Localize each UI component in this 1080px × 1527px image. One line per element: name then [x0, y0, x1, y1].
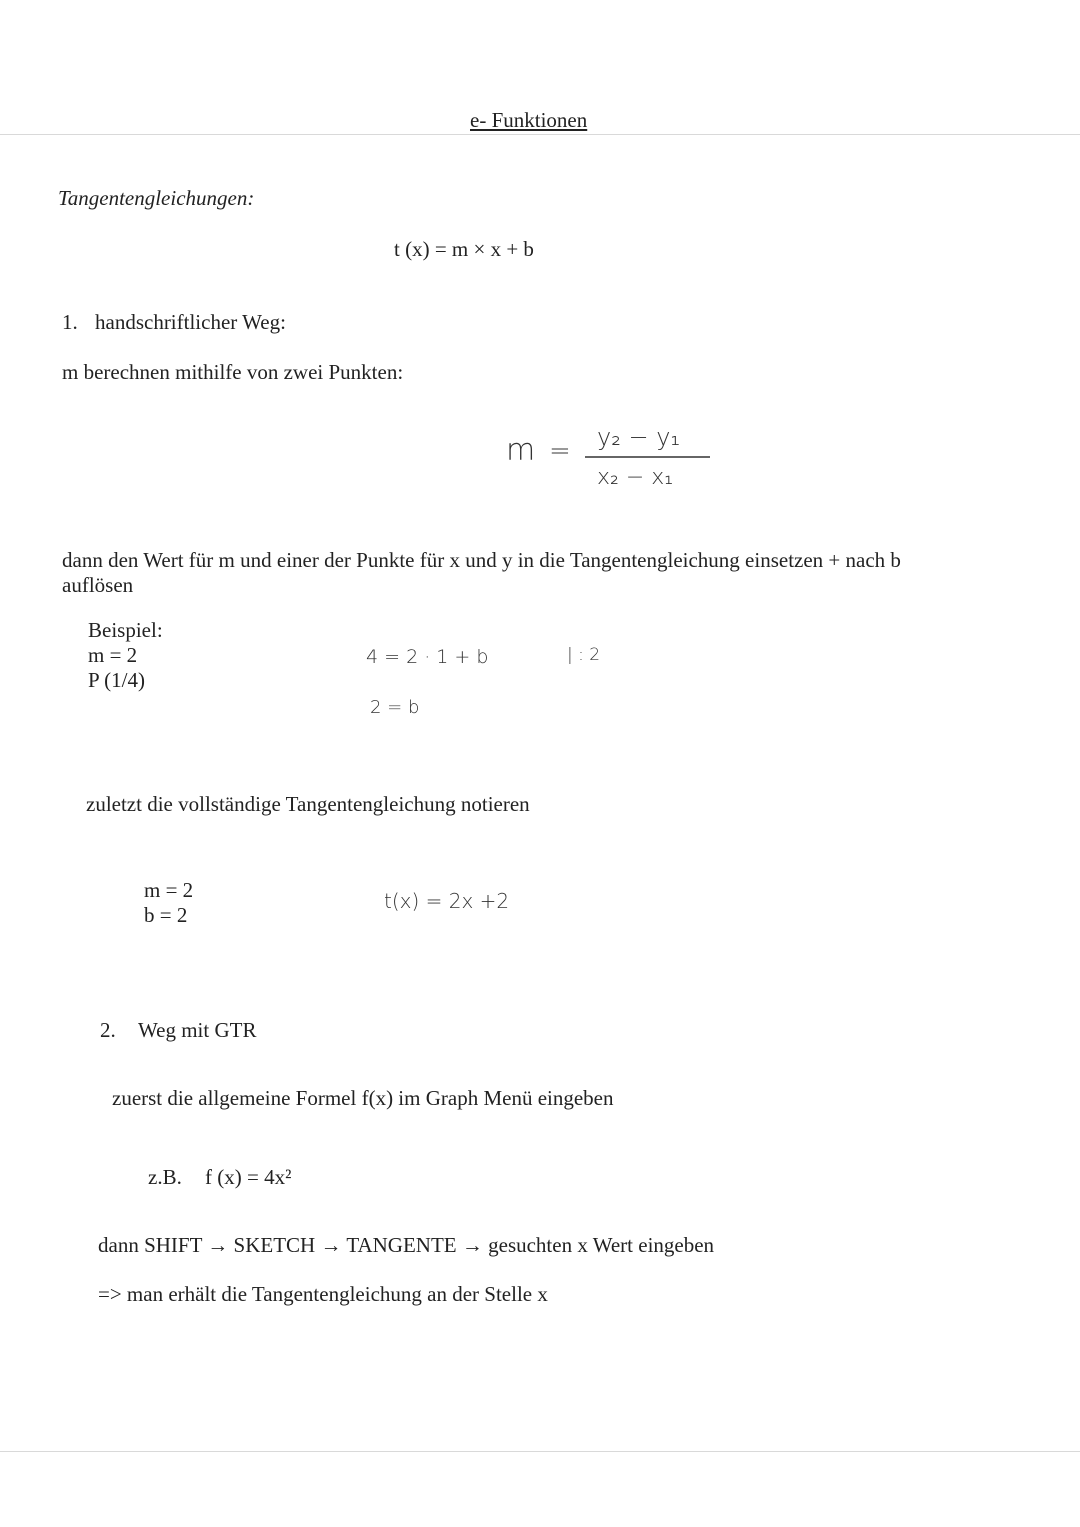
slope-lhs: m [506, 433, 536, 468]
method2-example-formula: f (x) = 4x² [205, 1165, 292, 1189]
method1-step1: m berechnen mithilfe von zwei Punkten: [62, 360, 404, 384]
example-point: P (1/4) [88, 668, 145, 692]
method2-title: Weg mit GTR [138, 1018, 257, 1042]
example-calc-line1: 4 = 2 · 1 + b [366, 646, 489, 668]
method2-step3: => man erhält die Tangentengleichung an der Stelle x [98, 1282, 548, 1306]
method2-step2: dann SHIFT → SKETCH → TANGENTE → gesuchten x Wert eingeben [98, 1233, 715, 1257]
slope-numerator: y₂ − y₁ [597, 423, 681, 451]
result-b: b = 2 [144, 903, 188, 927]
result-equation: t(x) = 2x +2 [384, 889, 510, 913]
method1-step3: zuletzt die vollständige Tangentengleichung notieren [86, 792, 530, 816]
slope-denominator: x₂ − x₁ [597, 465, 674, 490]
method2-step1: zuerst die allgemeine Formel f(x) im Graph Menü eingeben [112, 1086, 614, 1110]
general-formula: t (x) = m × x + b [394, 237, 534, 261]
footer-divider [0, 1451, 1080, 1452]
method1-step2: dann den Wert für m und einer der Punkte für x und y in die Tangentengleichung einsetzen + nach b [62, 548, 901, 572]
method2-example-label: z.B. [148, 1165, 182, 1189]
method1-step2-cont: auflösen [62, 573, 134, 597]
method1-number: 1. [62, 310, 78, 334]
example-calc-op: | : 2 [567, 645, 601, 665]
slope-equals: = [549, 436, 571, 466]
example-m: m = 2 [88, 643, 138, 667]
example-calc-line2: 2 = b [370, 697, 420, 718]
fraction-bar [585, 455, 711, 459]
result-m: m = 2 [144, 878, 194, 902]
section-heading: Tangentengleichungen: [58, 186, 255, 210]
header-divider [0, 134, 1080, 135]
page-title: e- Funktionen [470, 108, 588, 132]
method1-title: handschriftlicher Weg: [95, 310, 286, 334]
method2-number: 2. [100, 1018, 116, 1042]
example-label: Beispiel: [88, 618, 163, 642]
